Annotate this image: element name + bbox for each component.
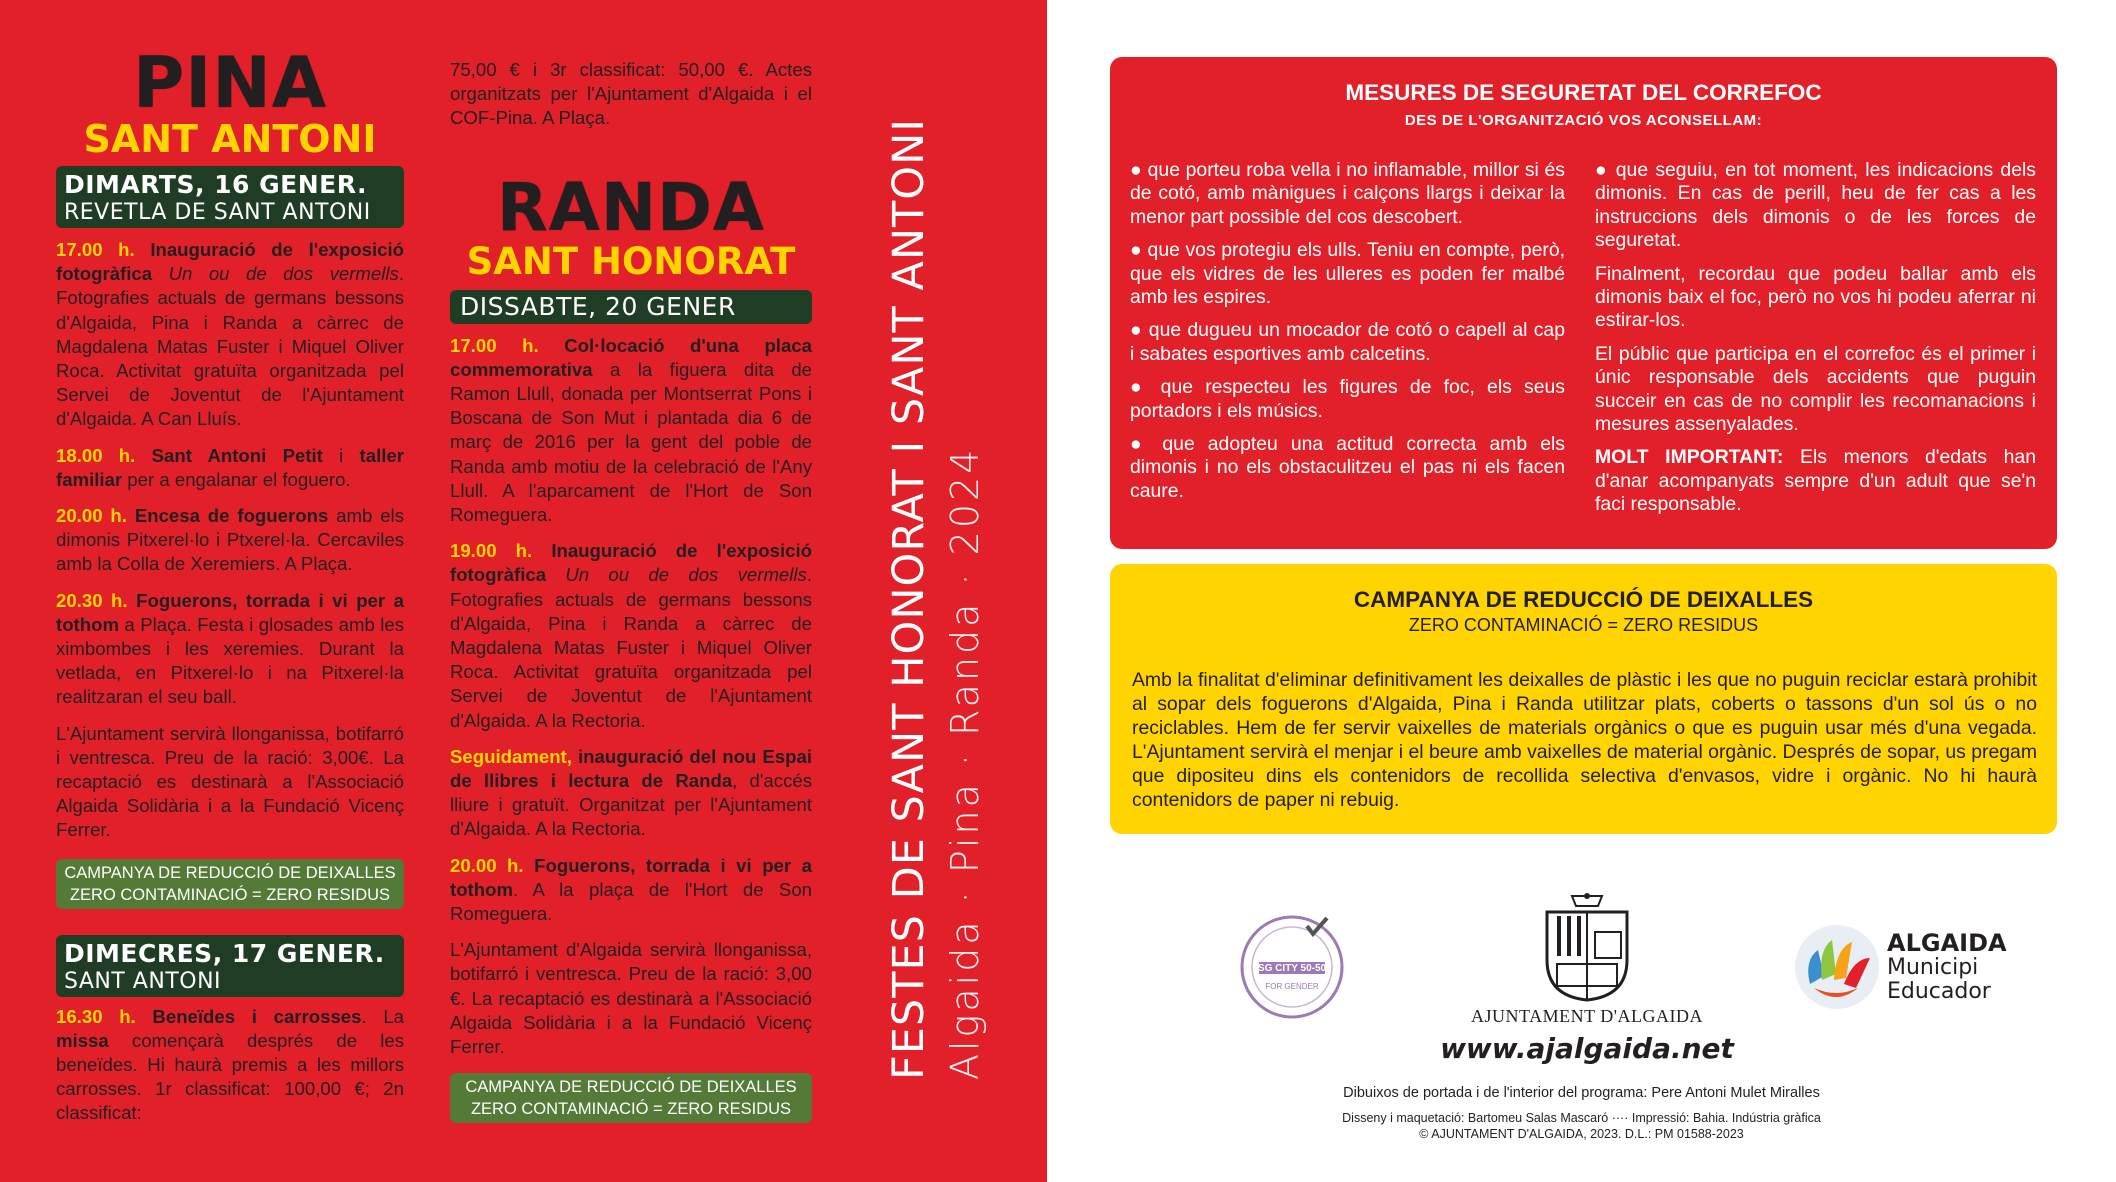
waste-body: Amb la finalitat d'eliminar definitivament les deixalles de plàstic i les que no puguin reciclar estarà prohibit al sopar dels foguerons d'Algaida, Pina i Randa utilitzar plats, coberts o tassons d'un sol ús o no reciclables. Hem de fer servir vaixelles de materials orgànics o que es puguin usar més d'una vegada. L'Ajuntament servirà el menjar i el beure amb vaixelles de material orgànic. Després de sopar, us pregam que dipositeu dins els contenidors de recollida selectiva d'envasos, vidre i orgànic. No hi haurà contenidors de paper ni rebuig.: [1132, 669, 2037, 811]
hands-logo-icon: [1792, 922, 1882, 1012]
municipi-educador-logo: [1792, 922, 2032, 1012]
ajuntament-crest: [1537, 892, 1637, 1004]
randa-event-1: 17.00 h. Col·locació d'una placa commemorativa a la figuera dita de Ramon Llull, donada per Montserrat Pons i Boscana de Son Mut i plantada dia 6 de març de 2016 per la gent del poble de Randa amb motiu de la celebració de l'Any Llull. A l'aparcament de l'Hort de Son Romeguera.: [450, 334, 812, 526]
illustration-credit: Dibuixos de portada i de l'interior del programa: Pere Antoni Mulet Miralles: [1343, 1085, 1820, 1101]
pina-subtitle: SANT ANTONI: [83, 117, 377, 161]
waste-title: CAMPANYA DE REDUCCIÓ DE DEIXALLES: [1353, 587, 1814, 612]
pina-column: [56, 0, 404, 1126]
pina-event-4: 20.30 h. Foguerons, torrada i vi per a tothom a Plaça. Festa i glosades amb les ximbombes i les xeremies. Durant la vetlada, en Pitxerel·lo i na Pitxerel·la realitzaran el seu ball.: [56, 589, 404, 708]
educador-line3: Educador: [1887, 979, 1991, 1004]
pina-day2-box: [56, 935, 404, 997]
pina-day1-box: [56, 166, 404, 228]
safety-column-left: [1130, 159, 1565, 503]
sgcity-sublabel: FOR GENDER: [1265, 982, 1319, 991]
pina-food-note: L'Ajuntament servirà llonganissa, botifarró i ventresca. Preu de la ració: 3,00€. La recaptació es destinarà a l'Associació Algaida Solidària i a la Fundació Vicenç Ferrer.: [56, 722, 404, 841]
pina-event-3: 20.00 h. Encesa de foguerons amb els dimonis Pitxerel·lo i Ptxerel·la. Cercaviles amb la Colla de Xeremiers. A Plaça.: [56, 505, 404, 575]
safety-important: MOLT IMPORTANT: Els menors d'edats han d'anar acompanyats sempre d'un adult que se'n faci responsable.: [1595, 446, 2036, 516]
randa-day-box: [450, 290, 812, 324]
pina-day2-date: DIMECRES, 17 GENER.: [64, 938, 385, 968]
educador-line1: ALGAIDA: [1887, 929, 2007, 957]
safety-column-right: [1595, 159, 2036, 517]
randa-event-4: 20.00 h. Foguerons, torrada i vi per a tothom. A la plaça de l'Hort de Son Romeguera.: [450, 854, 812, 925]
waste-subtitle: ZERO CONTAMINACIÓ = ZERO RESIDUS: [1408, 615, 1759, 635]
spine-title-line1: FESTES DE SANT HONORAT I SANT ANTONI: [884, 118, 934, 1080]
randa-title: RANDA: [496, 168, 765, 246]
info-panel: [1047, 0, 2116, 1182]
sgcity-label: SG CITY 50-50: [1257, 963, 1327, 974]
safety-item: ● que vos protegiu els ulls. Teniu en compte, però, que els vidres de les ulleres es poden fer malbé amb les espires.: [1130, 239, 1565, 309]
safety-card: [1110, 57, 2057, 549]
pina-day2-name: SANT ANTONI: [64, 968, 222, 994]
randa-food-note: L'Ajuntament d'Algaida servirà llonganissa, botifarró i ventresca. Preu de la ració: 3,00 €. La recaptació es destinarà a l'Associació Algaida Solidària i a la Fundació Vicenç Ferrer.: [450, 939, 812, 1058]
pina-event-5-continued: 75,00 € i 3r classificat: 50,00 €. Actes organitzats per l'Ajuntament d'Algaida i el COF-Pina. A Plaça.: [450, 59, 812, 129]
safety-item: ● que respecteu les figures de foc, els seus portadors i els músics.: [1130, 376, 1565, 422]
coat-of-arms-icon: [1537, 892, 1637, 1004]
safety-item: ● que seguiu, en tot moment, les indicacions dels dimonis. En cas de perill, heu de fer cas a les instruccions dels dimonis o de les forces de seguretat.: [1595, 159, 2036, 252]
safety-item: ● que adopteu una actitud correcta amb els dimonis i no els obstaculitzeu el pas ni els facen caure.: [1130, 433, 1565, 502]
randa-events: [450, 334, 812, 1060]
safety-subtitle: DES DE L'ORGANITZACIÓ VOS ACONSELLAM:: [1404, 112, 1763, 129]
safety-title: MESURES DE SEGURETAT DEL CORREFOC: [1345, 80, 1822, 105]
randa-subtitle: SANT HONORAT: [466, 239, 796, 283]
randa-event-3: Seguidament, inauguració del nou Espai de llibres i lectura de Randa, d'accés lliure i gratuït. Organitzat per l'Ajuntament d'Algaida. A la Rectoria.: [450, 745, 813, 840]
pina-event-2: 18.00 h. Sant Antoni Petit i taller familiar per a engalanar el foguero.: [56, 444, 404, 490]
waste-card: [1110, 564, 2057, 834]
pina-campaign-box: CAMPANYA DE REDUCCIÓ DE DEIXALLES ZERO CONTAMINACIÓ = ZERO RESIDUS: [56, 859, 404, 909]
randa-event-2: 19.00 h. Inauguració de l'exposició fotogràfica Un ou de dos vermells. Fotografies actuals de germans bessons d'Algaida, Pina i Randa a càrrec de Magdalena Matas Fuster i Miquel Oliver Roca. Activitat gratuïta organitzada pel Servei de Joventut de l'Ajuntament d'Algaida. A la Rectoria.: [450, 540, 813, 731]
safety-paragraph: El públic que participa en el correfoc és el primer i únic responsable dels accidents que puguin succeir en cas de no complir les recomanacions i mesures assenyalades.: [1595, 342, 2036, 436]
randa-campaign-box: CAMPANYA DE REDUCCIÓ DE DEIXALLES ZERO CONTAMINACIÓ = ZERO RESIDUS: [450, 1073, 812, 1123]
pina-day1-name: REVETLA DE SANT ANTONI: [64, 200, 371, 225]
spine-title-line2: Algaida · Pina · Randa · 2024: [943, 446, 987, 1080]
pina-day1-events: [56, 238, 404, 843]
spine-title: [880, 120, 1040, 1080]
website-link[interactable]: www.ajalgaida.net: [1440, 1032, 1734, 1065]
sgcity-logo: [1237, 912, 1347, 1022]
pina-day1-date: DIMARTS, 16 GENER.: [64, 170, 367, 199]
design-credit: Disseny i maquetació: Bartomeu Salas Mascaró ···· Impressió: Bahia. Indústria gràfica © AJUNTAMENT D'ALGAIDA, 2023. D.L.: PM 01588-2023: [1342, 1111, 1821, 1141]
safety-item: ● que dugueu un mocador de cotó o capell al cap i sabates esportives amb calcetins.: [1130, 319, 1565, 365]
pina-event-5: 16.30 h. Beneïdes i carrosses. La missa començarà després de les beneïdes. Hi haurà premis a les millors carrosses. 1r classificat: 100,00 €; 2n classificat:: [56, 1005, 405, 1124]
pina-event-1: 17.00 h. Inauguració de l'exposició fotogràfica Un ou de dos vermells. Fotografies actuals de germans bessons d'Algaida, Pina i Randa a càrrec de Magdalena Matas Fuster i Miquel Oliver Roca. Activitat gratuïta organitzada pel Servei de Joventut de l'Ajuntament d'Algaida. A Can Lluís.: [56, 239, 404, 430]
program-panel: [0, 0, 1047, 1182]
pina-title: PINA: [132, 42, 328, 124]
safety-paragraph: Finalment, recordau que podeu ballar amb els dimonis baix el foc, però no vos hi podeu aferrar ni estirar-los.: [1595, 262, 2036, 332]
randa-day-date: DISSABTE, 20 GENER: [460, 291, 736, 321]
randa-column: [450, 0, 812, 1123]
safety-item: ● que porteu roba vella i no inflamable, millor si és de cotó, amb mànigues i calçons llargs i deixar la menor part possible del cos descobert.: [1130, 159, 1565, 228]
ajuntament-name: AJUNTAMENT D'ALGAIDA: [1471, 1006, 1703, 1026]
educador-line2: Municipi: [1887, 955, 1979, 980]
